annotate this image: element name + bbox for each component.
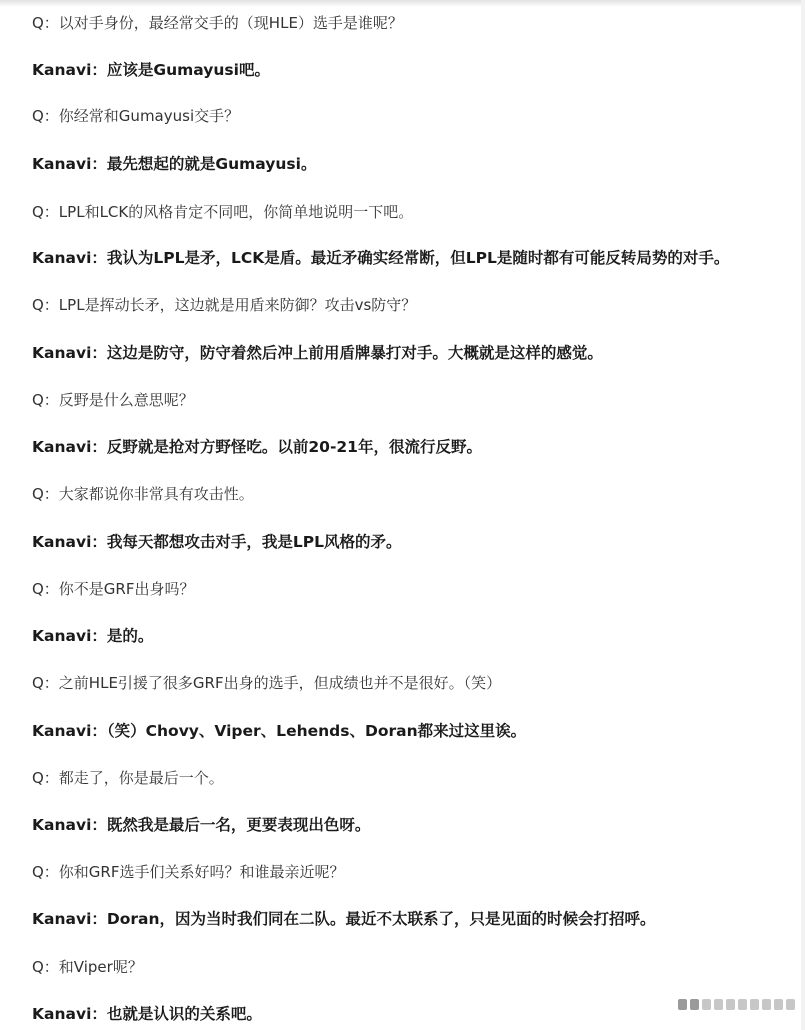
answer-line: Kanavi：应该是Gumayusi吧。 [32, 61, 270, 79]
watermark-mark [738, 999, 747, 1010]
question-line: Q：你和GRF选手们关系好吗？和谁最亲近呢？ [32, 863, 345, 881]
answer-line: Kanavi：既然我是最后一名，更要表现出色呀。 [32, 816, 371, 834]
answer-line: Kanavi：这边是防守，防守着然后冲上前用盾牌暴打对手。大概就是这样的感觉。 [32, 344, 603, 362]
watermark-mark [678, 999, 687, 1010]
answer-line: Kanavi：也就是认识的关系吧。 [32, 1005, 262, 1023]
question-line: Q：都走了，你是最后一个。 [32, 769, 224, 787]
watermark-mark [750, 999, 759, 1010]
question-line: Q：和Viper呢？ [32, 958, 143, 976]
answer-line: Kanavi：是的。 [32, 627, 154, 645]
watermark-mark [726, 999, 735, 1010]
answer-line: Kanavi：Doran，因为当时我们同在二队。最近不太联系了，只是见面的时候会打招呼。 [32, 910, 656, 928]
watermark-mark [762, 999, 771, 1010]
question-line: Q：你经常和Gumayusi交手？ [32, 107, 240, 125]
watermark-logo [678, 999, 795, 1010]
answer-line: Kanavi：（笑）Chovy、Viper、Lehends、Doran都来过这里诶。 [32, 722, 527, 740]
watermark-mark [702, 999, 711, 1010]
answer-line: Kanavi：反野就是抢对方野怪吃。以前20-21年，很流行反野。 [32, 438, 482, 456]
question-line: Q：大家都说你非常具有攻击性。 [32, 485, 254, 503]
question-line: Q：LPL是挥动长矛，这边就是用盾来防御？攻击vs防守？ [32, 296, 417, 314]
top-edge-shadow [0, 0, 805, 7]
watermark-mark [774, 999, 783, 1010]
question-line: Q：以对手身份，最经常交手的（现HLE）选手是谁呢？ [32, 14, 403, 32]
question-line: Q：反野是什么意思呢？ [32, 391, 194, 409]
question-line: Q：LPL和LCK的风格肯定不同吧，你简单地说明一下吧。 [32, 203, 414, 221]
watermark-mark [714, 999, 723, 1010]
answer-line: Kanavi：最先想起的就是Gumayusi。 [32, 155, 317, 173]
scrollbar-track[interactable] [801, 0, 805, 1030]
question-line: Q：你不是GRF出身吗？ [32, 580, 195, 598]
question-line: Q：之前HLE引援了很多GRF出身的选手，但成绩也并不是很好。（笑） [32, 674, 502, 692]
answer-line: Kanavi：我认为LPL是矛，LCK是盾。最近矛确实经常断，但LPL是随时都有可能反转局势的对手。 [32, 249, 730, 267]
watermark-mark [786, 999, 795, 1010]
answer-line: Kanavi：我每天都想攻击对手，我是LPL风格的矛。 [32, 533, 402, 551]
watermark-mark [690, 999, 699, 1010]
